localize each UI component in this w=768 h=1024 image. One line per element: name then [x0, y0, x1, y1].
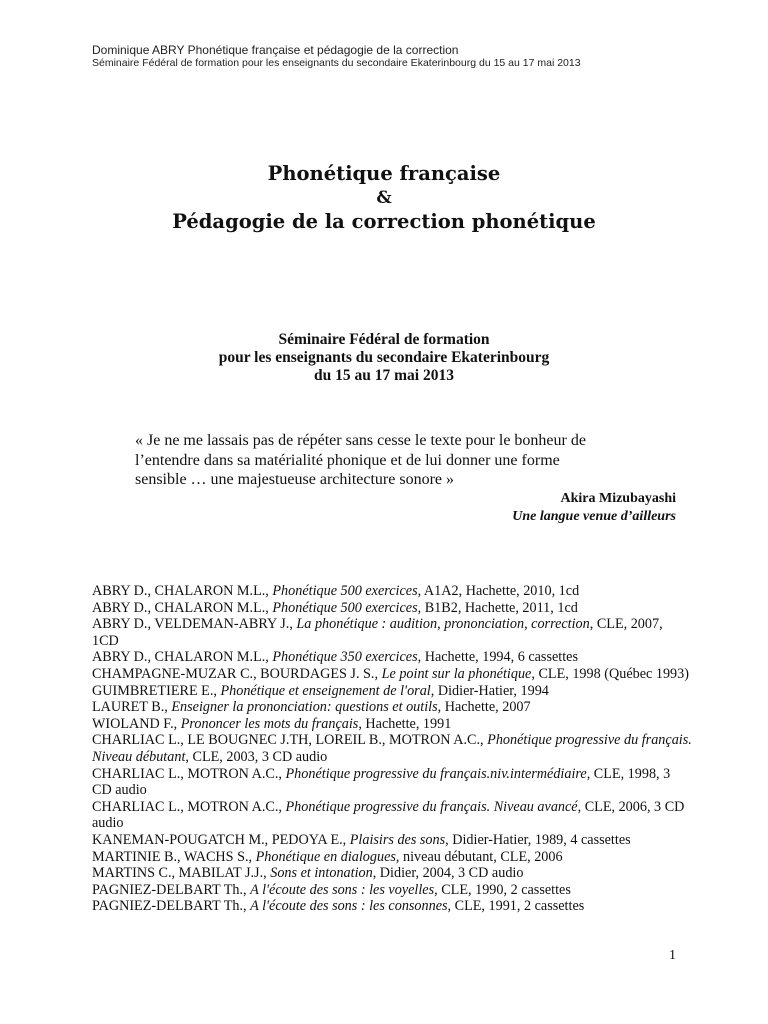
- entry-details: , Hachette, 2007: [437, 699, 531, 716]
- entry-title: Enseigner la prononciation: questions et outils: [171, 699, 438, 716]
- entry-authors: KANEMAN-POUGATCH M., PEDOYA E.,: [92, 831, 350, 848]
- entry-authors: ABRY D., CHALARON M.L.,: [92, 583, 273, 599]
- bibliography-entry: [92, 882, 692, 899]
- entry-authors: PAGNIEZ-DELBART Th.,: [92, 898, 251, 915]
- entry-authors: CHARLIAC L., MOTRON A.C.,: [92, 765, 286, 782]
- entry-title: Phonétique 350 exercices: [272, 649, 418, 666]
- entry-details: , CLE, 1990, 2 cassettes: [434, 881, 571, 898]
- entry-details: , Didier-Hatier, 1994: [430, 682, 549, 699]
- entry-details: , CLE, 1998 (Québec 1993): [531, 665, 689, 682]
- header-line-1: Dominique ABRY Phonétique française et pédagogie de la correction: [92, 43, 459, 57]
- header-line-2: Séminaire Fédéral de formation pour les enseignants du secondaire Ekaterinbourg du 15 au 17 mai 2013: [92, 57, 581, 69]
- bibliography-entry: [92, 732, 692, 765]
- quote-source: Une langue venue d’ailleurs: [512, 509, 676, 524]
- entry-details: , B1B2, Hachette, 2011, 1cd: [417, 599, 578, 616]
- entry-details: , Hachette, 1994, 6 cassettes: [417, 649, 578, 666]
- seminar-line-3: du 15 au 17 mai 2013: [314, 367, 454, 384]
- bibliography-entry: [92, 600, 692, 617]
- entry-details: , Didier-Hatier, 1989, 4 cassettes: [445, 831, 631, 848]
- entry-title: Phonétique progressive du français. Niveau avancé: [285, 798, 578, 815]
- document-title: [0, 162, 768, 234]
- entry-authors: ABRY D., VELDEMAN-ABRY J.,: [92, 616, 297, 633]
- quote-attribution: [512, 490, 676, 526]
- entry-authors: ABRY D., CHALARON M.L.,: [92, 599, 273, 616]
- bibliography-entry: [92, 649, 692, 666]
- entry-title: Phonétique et enseignement de l'oral: [220, 682, 431, 699]
- title-line-2: Pédagogie de la correction phonétique: [172, 210, 596, 233]
- title-line-1: Phonétique française: [267, 162, 501, 185]
- entry-authors: MARTINIE B., WACHS S.,: [92, 848, 256, 865]
- entry-authors: CHARLIAC L., MOTRON A.C.,: [92, 798, 286, 815]
- entry-title: Phonétique 500 exercices: [272, 599, 418, 616]
- entry-details: , A1A2, Hachette, 2010, 1cd: [417, 583, 580, 599]
- entry-details: , CLE, 2006, 3 CD audio: [92, 798, 685, 832]
- seminar-line-2: pour les enseignants du secondaire Ekaterinbourg: [218, 349, 550, 366]
- bibliography-entry: [92, 699, 692, 716]
- epigraph-quote: [135, 431, 695, 490]
- entry-title: La phonétique : audition, prononciation, correction: [296, 616, 590, 633]
- seminar-block: [0, 331, 768, 385]
- entry-title: A l'écoute des sons : les voyelles: [250, 881, 435, 898]
- bibliography-entry: [92, 616, 692, 649]
- title-ampersand: &: [376, 188, 392, 208]
- entry-title: Phonétique progressive du français.niv.intermédiaire: [285, 765, 587, 782]
- bibliography-entry: [92, 832, 692, 849]
- bibliography-entry: [92, 683, 692, 700]
- bibliography-list: [92, 583, 692, 915]
- entry-authors: CHAMPAGNE-MUZAR C., BOURDAGES J. S.,: [92, 665, 382, 682]
- bibliography-entry: [92, 898, 692, 915]
- entry-title: Phonétique en dialogues: [255, 848, 396, 865]
- bibliography-entry: [92, 583, 692, 600]
- entry-authors: LAURET B.,: [92, 699, 172, 716]
- bibliography-entry: [92, 849, 692, 866]
- bibliography-entry: [92, 799, 692, 832]
- entry-title: A l'écoute des sons : les consonnes: [250, 898, 448, 915]
- seminar-line-1: Séminaire Fédéral de formation: [278, 331, 490, 348]
- entry-details: , CLE, 1998, 3 CD audio: [92, 765, 671, 799]
- bibliography-entry: [92, 716, 692, 733]
- entry-title: Prononcer les mots du français: [180, 715, 359, 732]
- entry-authors: PAGNIEZ-DELBART Th.,: [92, 881, 251, 898]
- page-number: 1: [669, 948, 676, 963]
- entry-details: , CLE, 2007, 1CD: [92, 616, 663, 649]
- entry-authors: MARTINS C., MABILAT J.J.,: [92, 865, 271, 882]
- entry-authors: CHARLIAC L., LE BOUGNEC J.TH, LOREIL B., MOTRON A.C.,: [92, 732, 488, 749]
- quote-line-1: « Je ne me lassais pas de répéter sans cesse le texte pour le bonheur de: [135, 432, 586, 449]
- entry-title: Phonétique 500 exercices: [272, 583, 418, 599]
- entry-details: , CLE, 2003, 3 CD audio: [185, 748, 328, 765]
- quote-line-2: l’entendre dans sa matérialité phonique et de lui donner une forme: [135, 451, 560, 469]
- entry-title: Plaisirs des sons: [349, 831, 446, 848]
- running-header: [92, 43, 581, 70]
- bibliography-entry: [92, 865, 692, 882]
- quote-author: Akira Mizubayashi: [560, 491, 676, 506]
- entry-authors: WIOLAND F.,: [92, 715, 181, 732]
- quote-line-3: sensible … une majestueuse architecture sonore »: [135, 471, 454, 488]
- entry-details: , Hachette, 1991: [358, 715, 452, 732]
- entry-title: Sons et intonation: [270, 865, 373, 882]
- bibliography-entry: [92, 766, 692, 799]
- entry-title: Phonétique progressive du français. Niveau débutant: [92, 732, 692, 765]
- entry-details: , CLE, 1991, 2 cassettes: [447, 898, 585, 915]
- entry-details: , niveau débutant, CLE, 2006: [395, 848, 563, 865]
- entry-authors: GUIMBRETIERE E.,: [92, 682, 221, 699]
- entry-details: , Didier, 2004, 3 CD audio: [372, 865, 524, 882]
- entry-authors: ABRY D., CHALARON M.L.,: [92, 649, 273, 666]
- entry-title: Le point sur la phonétique: [381, 665, 532, 682]
- bibliography-entry: [92, 666, 692, 683]
